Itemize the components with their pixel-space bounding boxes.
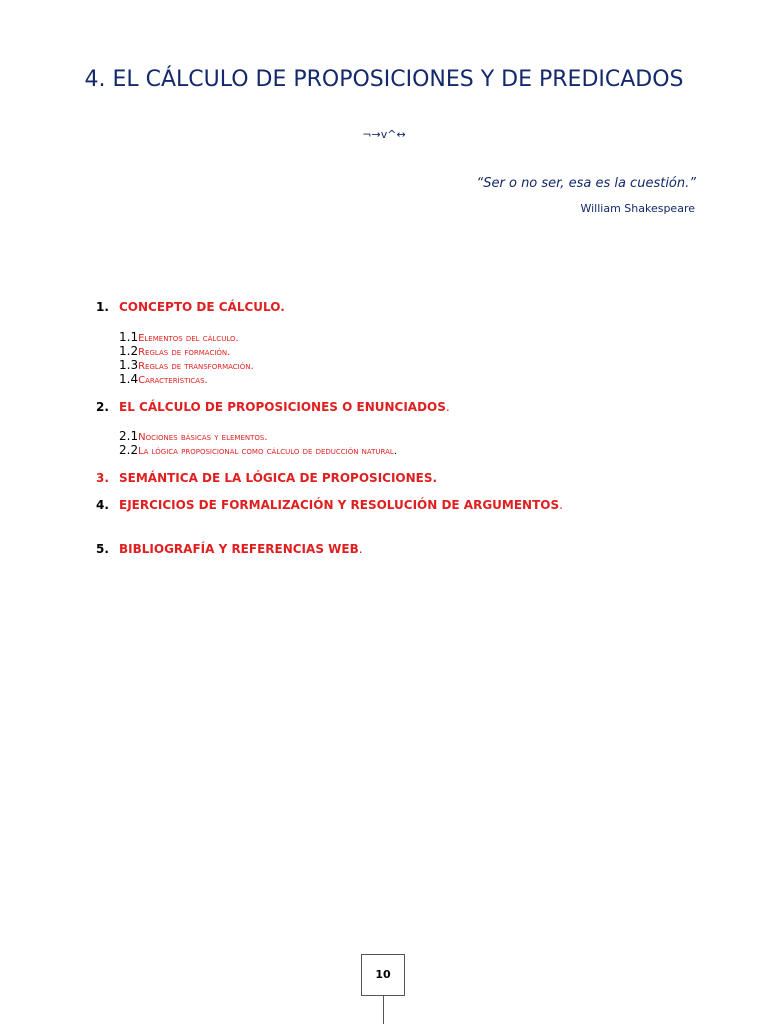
- toc-subitem-1-4[interactable]: [119, 372, 208, 388]
- toc-item-label: BIBLIOGRAFÍA Y REFERENCIAS WEB: [119, 542, 359, 556]
- toc-item-label: EJERCICIOS DE FORMALIZACIÓN Y RESOLUCIÓN DE ARGUMENTOS: [119, 498, 560, 512]
- epigraph-quote: “Ser o no ser, esa es la cuestión.”: [476, 176, 696, 191]
- toc-item-5[interactable]: [96, 541, 363, 557]
- toc-item-period: .: [559, 498, 563, 512]
- toc-subitem-label: Reglas de transformación.: [138, 361, 254, 372]
- toc-subitem-label: Elementos del cálculo.: [138, 333, 239, 344]
- toc-item-2[interactable]: [96, 399, 450, 415]
- toc-subitem-number: 2.2: [119, 443, 139, 457]
- toc-subitem-label: Características.: [138, 375, 208, 386]
- toc-subitem-label: Reglas de formación.: [138, 347, 231, 358]
- toc-subitem-number: 1.4: [119, 372, 139, 386]
- toc-subitem-number: 1.3: [119, 358, 139, 372]
- toc-item-label: EL CÁLCULO DE PROPOSICIONES O ENUNCIADOS: [119, 400, 446, 414]
- toc-item-4[interactable]: [96, 497, 563, 513]
- toc-item-3[interactable]: [96, 470, 437, 486]
- toc-item-number: 2.: [96, 400, 109, 414]
- toc-subitem-2-2[interactable]: [119, 443, 397, 459]
- toc-item-period: .: [358, 542, 363, 556]
- toc-subitem-number: 1.2: [119, 344, 139, 358]
- toc-subitem-number: 2.1: [119, 429, 139, 443]
- toc-item-number: 5.: [96, 542, 109, 556]
- toc-item-number: 1.: [96, 300, 109, 314]
- toc-item-number: 4.: [96, 498, 109, 512]
- toc-item-label: SEMÁNTICA DE LA LÓGICA DE PROPOSICIONES.: [119, 471, 438, 485]
- toc-subitem-period: .: [393, 446, 398, 457]
- toc-item-label: CONCEPTO DE CÁLCULO.: [119, 300, 285, 314]
- toc-subitem-number: 1.1: [119, 330, 139, 344]
- toc-item-1[interactable]: [96, 299, 285, 315]
- page-title: 4. EL CÁLCULO DE PROPOSICIONES Y DE PREDICADOS: [84, 67, 684, 92]
- toc-item-number: 3.: [96, 471, 109, 485]
- logic-symbols: ¬→v^↔: [362, 128, 406, 141]
- page-number-stem: [383, 996, 384, 1024]
- toc-item-period: .: [445, 400, 450, 414]
- toc-subitem-label: La lógica proposicional como cálculo de deducción natural: [138, 446, 394, 457]
- epigraph-author: William Shakespeare: [580, 202, 695, 215]
- toc-subitem-label: Nociones básicas y elementos.: [138, 432, 268, 443]
- page-number: 10: [361, 954, 405, 996]
